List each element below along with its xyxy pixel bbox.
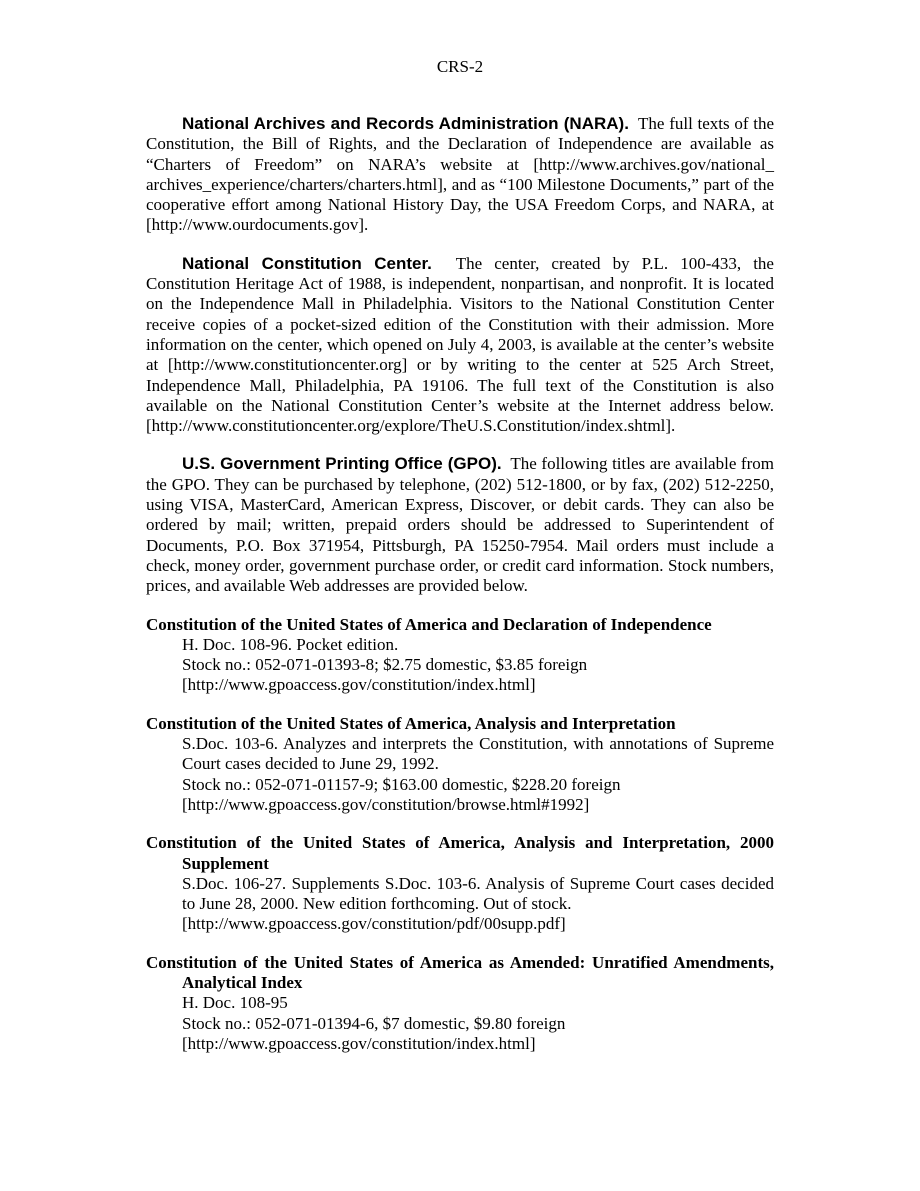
paragraph-body: The center, created by P.L. 100-433, the Constitution Heritage Act of 1988, is independent, nonpartisan, and nonprofit. It is located on the Independence Mall in Philadelphia. Visitors to the National Constitution Center receive copies of a pocket-sized edition of the Constitution with their admission. More information on the center, which opened on July 4, 2003, is available at the center’s website at [http://www.constitutioncenter.org] or by writing to the center at 525 Arch Street, Independence Mall, Philadelphia, PA 19106. The full text of the Constitution is also available on the National Constitution Center’s website at the Internet address below. [http://www.constitutioncenter.org/explore/TheU.S.Constitution/index.shtml]. [146,253,774,436]
page-content [146,114,774,1072]
paragraph-body: The following titles are available from the GPO. They can be purchased by telephone, (202) 512-1800, or by fax, (202) 512-2250, using VISA, MasterCard, American Express, Discover, or debit cards. They can also be ordered by mail; written, prepaid orders should be addressed to Superintendent of Documents, P.O. Box 371954, Pittsburgh, PA 15250-7954. Mail orders must include a check, money order, government purchase order, or credit card information. Stock numbers, prices, and available Web addresses are provided below. [146,454,774,596]
publication-url: [http://www.gpoaccess.gov/constitution/browse.html#1992] [182,794,590,814]
publication-detail: S.Doc. 106-27. Supplements S.Doc. 103-6. Analysis of Supreme Court cases decided to June 28, 2000. New edition forthcoming. Out of stock. [182,873,774,914]
paragraph-body: The full texts of the Constitution, the Bill of Rights, and the Declaration of Independence are available as “Charters of Freedom” on NARA’s website at [http://www.archives.gov/national_ archives_experience/charters/charters.html], and as “100 Milestone Documents,” part of the cooperative effort among National History Day, the USA Freedom Corps, and NARA, at [http://www.ourdocuments.gov]. [146,114,774,235]
publication-url: [http://www.gpoaccess.gov/constitution/index.html] [182,675,536,695]
publication-title: Constitution of the United States of America and Declaration of Independence [146,614,712,634]
publication-detail: H. Doc. 108-95 [182,993,288,1013]
publication-title: Constitution of the United States of America, Analysis and Interpretation [146,713,676,733]
publication-stock: Stock no.: 052-071-01393-8; $2.75 domestic, $3.85 foreign [182,655,588,675]
paragraph-heading: U.S. Government Printing Office (GPO). [182,454,502,474]
publication-entry [146,833,774,934]
publication-title: Constitution of the United States of America, Analysis and Interpretation, 2000 Supplement [146,833,774,873]
paragraph-gpo [146,454,774,596]
publication-stock: Stock no.: 052-071-01157-9; $163.00 domestic, $228.20 foreign [182,774,621,794]
publication-url: [http://www.gpoaccess.gov/constitution/index.html] [182,1033,536,1053]
page-number: CRS-2 [436,57,484,76]
publication-url: [http://www.gpoaccess.gov/constitution/pdf/00supp.pdf] [182,914,566,934]
publication-entry [146,615,774,696]
paragraph-heading: National Constitution Center. [182,253,432,273]
paragraph-heading: National Archives and Records Administration (NARA). [182,114,629,133]
publication-entry [146,714,774,815]
publication-stock: Stock no.: 052-071-01394-6, $7 domestic, $9.80 foreign [182,1013,566,1033]
paragraph-nara [146,114,774,236]
publication-detail: H. Doc. 108-96. Pocket edition. [182,634,399,654]
publication-title: Constitution of the United States of America as Amended: Unratified Amendments, Analytical Index [146,952,774,992]
publication-entry [146,953,774,1054]
paragraph-constitution-center [146,254,774,437]
publication-detail: S.Doc. 103-6. Analyzes and interprets the Constitution, with annotations of Supreme Court cases decided to June 29, 1992. [182,734,774,774]
